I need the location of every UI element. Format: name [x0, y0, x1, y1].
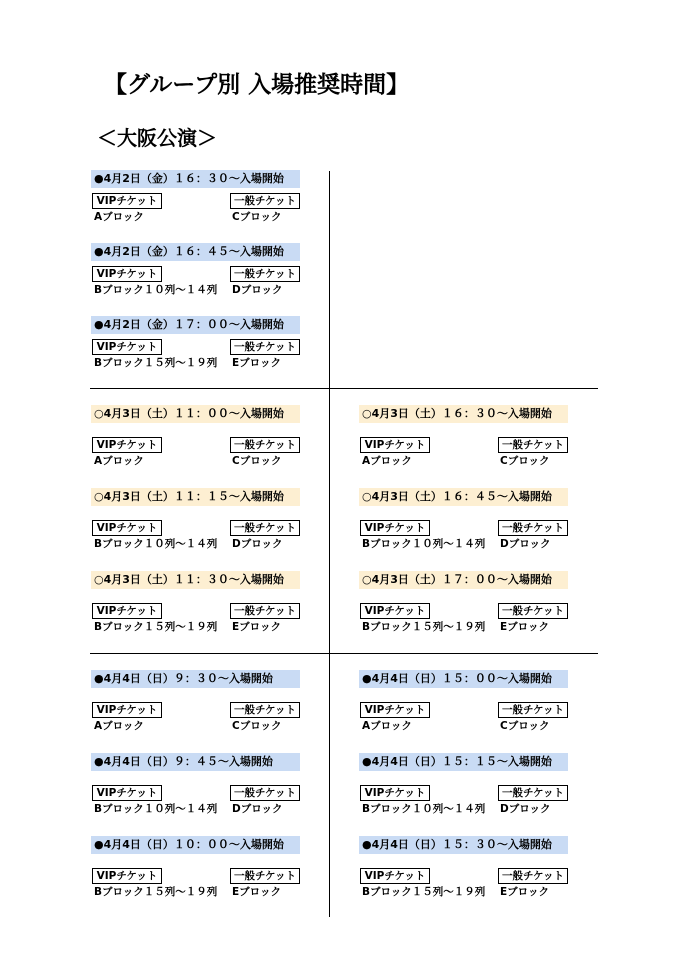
- vip-ticket-label: VIPチケット: [92, 437, 162, 453]
- general-ticket-label: 一般チケット: [230, 193, 300, 209]
- general-ticket-label: 一般チケット: [498, 702, 568, 718]
- general-ticket-label: 一般チケット: [498, 520, 568, 536]
- general-ticket-label: 一般チケット: [498, 868, 568, 884]
- vip-ticket-label: VIPチケット: [360, 868, 430, 884]
- entry-slot: [91, 836, 331, 896]
- entry-slot: [91, 571, 331, 631]
- entry-slot: [359, 753, 599, 813]
- day-divider-2: [90, 653, 598, 654]
- vip-ticket-label: VIPチケット: [92, 868, 162, 884]
- general-block-text: Cブロック: [500, 720, 550, 732]
- vip-ticket-label: VIPチケット: [360, 785, 430, 801]
- entry-slot: [91, 316, 331, 376]
- vip-block-text: Bブロック１５列～１９列: [362, 886, 486, 898]
- vip-block-text: Bブロック１０列～１４列: [94, 803, 218, 815]
- entry-slot: [91, 170, 331, 230]
- general-block-text: Eブロック: [500, 621, 549, 633]
- vip-ticket-label: VIPチケット: [92, 339, 162, 355]
- entry-slot: [359, 571, 599, 631]
- general-ticket-label: 一般チケット: [230, 437, 300, 453]
- general-block-text: Dブロック: [232, 538, 283, 550]
- entry-slot: [91, 405, 331, 465]
- vip-block-text: Bブロック１０列～１４列: [362, 803, 486, 815]
- slot-time-header: ●4月2日（金）１６：３０～入場開始: [91, 170, 300, 188]
- vip-ticket-label: VIPチケット: [92, 266, 162, 282]
- vip-block-text: Bブロック１０列～１４列: [94, 284, 218, 296]
- general-block-text: Eブロック: [232, 886, 281, 898]
- slot-time-header: ●4月2日（金）１７：００～入場開始: [91, 316, 300, 334]
- vip-block-text: Bブロック１５列～１９列: [94, 886, 218, 898]
- vip-ticket-label: VIPチケット: [360, 603, 430, 619]
- vip-block-text: Aブロック: [362, 720, 412, 732]
- slot-time-header: ●4月4日（日）９：３０～入場開始: [91, 670, 300, 688]
- entry-slot: [91, 670, 331, 730]
- slot-time-header: ○4月3日（土）１１：００～入場開始: [91, 405, 300, 423]
- vip-ticket-label: VIPチケット: [92, 193, 162, 209]
- general-ticket-label: 一般チケット: [230, 785, 300, 801]
- entry-slot: [91, 753, 331, 813]
- slot-time-header: ○4月3日（土）１７：００～入場開始: [359, 571, 568, 589]
- slot-time-header: ●4月4日（日）９：４５～入場開始: [91, 753, 300, 771]
- vip-block-text: Aブロック: [94, 211, 144, 223]
- general-block-text: Cブロック: [232, 211, 282, 223]
- general-block-text: Dブロック: [500, 803, 551, 815]
- vip-ticket-label: VIPチケット: [92, 785, 162, 801]
- slot-time-header: ○4月3日（土）１６：３０～入場開始: [359, 405, 568, 423]
- vip-ticket-label: VIPチケット: [360, 520, 430, 536]
- entry-slot: [359, 670, 599, 730]
- vip-ticket-label: VIPチケット: [360, 437, 430, 453]
- slot-time-header: ○4月3日（土）１６：４５～入場開始: [359, 488, 568, 506]
- slot-time-header: ○4月3日（土）１１：３０～入場開始: [91, 571, 300, 589]
- day-divider-1: [90, 388, 598, 389]
- general-block-text: Dブロック: [500, 538, 551, 550]
- general-ticket-label: 一般チケット: [230, 702, 300, 718]
- general-block-text: Dブロック: [232, 803, 283, 815]
- slot-time-header: ○4月3日（土）１１：１５～入場開始: [91, 488, 300, 506]
- general-ticket-label: 一般チケット: [230, 339, 300, 355]
- entry-slot: [359, 405, 599, 465]
- vip-ticket-label: VIPチケット: [92, 520, 162, 536]
- general-block-text: Cブロック: [500, 455, 550, 467]
- entry-slot: [91, 488, 331, 548]
- general-ticket-label: 一般チケット: [230, 868, 300, 884]
- vip-block-text: Bブロック１５列～１９列: [94, 621, 218, 633]
- general-block-text: Eブロック: [232, 357, 281, 369]
- general-ticket-label: 一般チケット: [498, 437, 568, 453]
- general-ticket-label: 一般チケット: [230, 266, 300, 282]
- slot-time-header: ●4月4日（日）１５：００～入場開始: [359, 670, 568, 688]
- slot-time-header: ●4月4日（日）１５：１５～入場開始: [359, 753, 568, 771]
- vip-block-text: Bブロック１０列～１４列: [94, 538, 218, 550]
- slot-time-header: ●4月2日（金）１６：４５～入場開始: [91, 243, 300, 261]
- page-title: 【グループ別 入場推奨時間】: [104, 72, 410, 98]
- entry-slot: [359, 488, 599, 548]
- general-block-text: Dブロック: [232, 284, 283, 296]
- general-ticket-label: 一般チケット: [230, 603, 300, 619]
- entry-slot: [359, 836, 599, 896]
- general-block-text: Eブロック: [500, 886, 549, 898]
- slot-time-header: ●4月4日（日）１０：００～入場開始: [91, 836, 300, 854]
- general-block-text: Cブロック: [232, 455, 282, 467]
- general-ticket-label: 一般チケット: [498, 785, 568, 801]
- vip-ticket-label: VIPチケット: [360, 702, 430, 718]
- venue-subtitle: ＜大阪公演＞: [97, 126, 217, 150]
- vip-block-text: Bブロック１０列～１４列: [362, 538, 486, 550]
- vip-block-text: Aブロック: [94, 720, 144, 732]
- vip-block-text: Bブロック１５列～１９列: [362, 621, 486, 633]
- general-block-text: Cブロック: [232, 720, 282, 732]
- entry-slot: [91, 243, 331, 303]
- general-block-text: Eブロック: [232, 621, 281, 633]
- vip-block-text: Aブロック: [94, 455, 144, 467]
- slot-time-header: ●4月4日（日）１５：３０～入場開始: [359, 836, 568, 854]
- general-ticket-label: 一般チケット: [498, 603, 568, 619]
- vip-block-text: Aブロック: [362, 455, 412, 467]
- vip-ticket-label: VIPチケット: [92, 603, 162, 619]
- vip-block-text: Bブロック１５列～１９列: [94, 357, 218, 369]
- general-ticket-label: 一般チケット: [230, 520, 300, 536]
- vip-ticket-label: VIPチケット: [92, 702, 162, 718]
